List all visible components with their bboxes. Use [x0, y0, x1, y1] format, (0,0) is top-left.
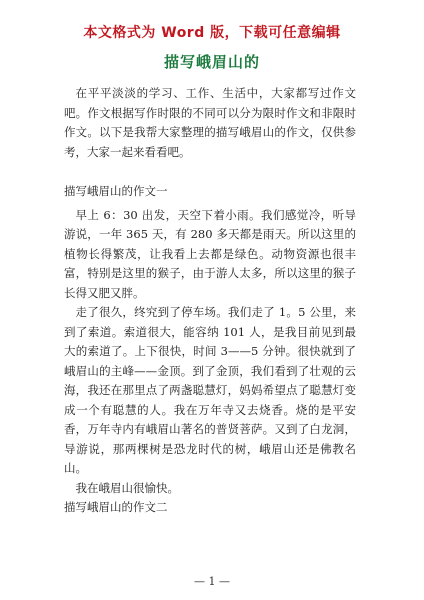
document-title: 描写峨眉山的 — [163, 53, 260, 71]
format-banner: 本文格式为 Word 版，下载可任意编辑 — [83, 25, 341, 41]
essay-one-paragraph-3: 我在峨眉山很愉快。 — [75, 480, 179, 495]
essay-one-heading: 描写峨眉山的作文一 — [64, 184, 168, 198]
essay-one-paragraph-1: 早上 6：30 出发，天空下着小雨。我们感觉冷，听导游说，一年 365 天，有 280 多天都是雨天。所以这里的植物长得繁茂，让我看上去都是绿色。动物资源也很丰富，特别是这里的猴子，由于游人太多，所以这里的猴子长得又肥又胖。 — [64, 207, 356, 300]
intro-paragraph: 在平平淡淡的学习、工作、生活中，大家都写过作文吧。作文根据写作时限的不同可以分为限时作文和非限时作文。以下是我帮大家整理的描写峨眉山的作文，仅供参考，大家一起来看看吧。 — [64, 86, 356, 159]
document-body — [64, 84, 356, 518]
essay-two-heading: 描写峨眉山的作文二 — [64, 500, 168, 514]
page-number: — 1 — — [194, 575, 230, 588]
essay-one-paragraph-2: 走了很久，终究到了停车场。我们走了 1。5 公里，来到了索道。索道很大，能容纳 101 人，是我目前见到最大的索道了。上下很快，时间 3——5 分钟。很快就到了峨眉山的主峰——金顶。到了金顶，我们看到了壮观的云海，我还在那里点了两盏聪慧灯，妈妈希望点了聪慧灯变成一个有聪慧的人。我在万年寺又去烧香。烧的是平安香，万年寺内有峨眉山著名的普贤菩萨。又到了白龙洞，导游说，那两棵树是恐龙时代的树，峨眉山还是佛教名山。 — [64, 305, 356, 475]
